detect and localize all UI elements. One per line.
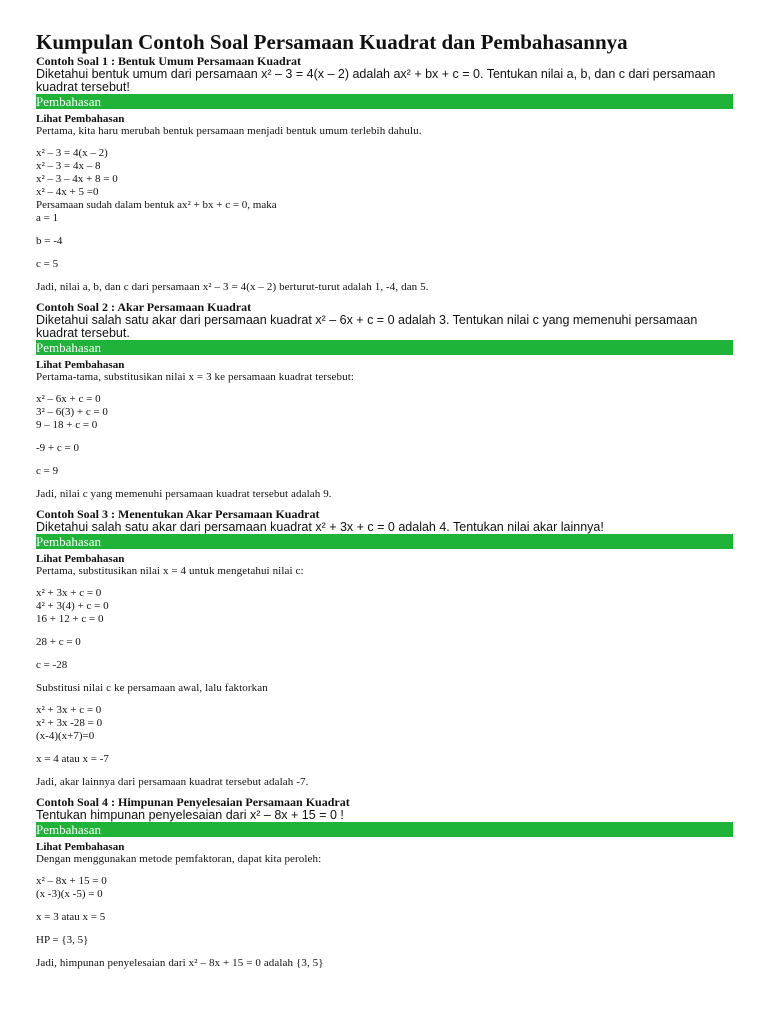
solution-steps <box>36 587 733 626</box>
step-line: 4² + 3(4) + c = 0 <box>36 600 109 612</box>
conclusion: Jadi, himpunan penyelesaian dari x² – 8x + 15 = 0 adalah {3, 5} <box>36 957 324 969</box>
step-line: Persamaan sudah dalam bentuk ax² + bx + c = 0, maka <box>36 199 277 211</box>
example-heading: Contoh Soal 3 : Menentukan Akar Persamaan Kuadrat <box>36 507 320 521</box>
step-line: x² – 3 – 4x + 8 = 0 <box>36 173 118 185</box>
solution-intro: Pertama, substitusikan nilai x = 4 untuk mengetahui nilai c: <box>36 565 304 577</box>
step-line: x = 3 atau x = 5 <box>36 911 106 923</box>
lihat-pembahasan-link[interactable]: Lihat Pembahasan <box>36 359 125 371</box>
example-heading: Contoh Soal 4 : Himpunan Penyelesaian Persamaan Kuadrat <box>36 795 350 809</box>
step-line: 28 + c = 0 <box>36 636 81 648</box>
page-title: Kumpulan Contoh Soal Persamaan Kuadrat dan Pembahasannya <box>36 30 628 54</box>
problem-statement: Diketahui salah satu akar dari persamaan kuadrat x² – 6x + c = 0 adalah 3. Tentukan nilai c yang memenuhi persamaan kuadrat tersebut. <box>36 313 698 340</box>
step-line: x = 4 atau x = -7 <box>36 753 109 765</box>
pembahasan-bar: Pembahasan <box>36 94 733 109</box>
step-line: x² – 3 = 4(x – 2) <box>36 147 108 159</box>
solution-intro: Dengan menggunakan metode pemfaktoran, dapat kita peroleh: <box>36 853 322 865</box>
step-line: 9 – 18 + c = 0 <box>36 419 98 431</box>
step-line: c = 5 <box>36 258 59 270</box>
problem-statement: Diketahui salah satu akar dari persamaan kuadrat x² + 3x + c = 0 adalah 4. Tentukan nilai akar lainnya! <box>36 520 604 534</box>
step-line: x² – 8x + 15 = 0 <box>36 875 107 887</box>
example-3 <box>36 508 733 788</box>
conclusion: Jadi, nilai c yang memenuhi persamaan kuadrat tersebut adalah 9. <box>36 488 332 500</box>
step-line: 16 + 12 + c = 0 <box>36 613 104 625</box>
step-line: x² – 6x + c = 0 <box>36 393 101 405</box>
step-line: x² – 4x + 5 =0 <box>36 186 99 198</box>
example-heading: Contoh Soal 1 : Bentuk Umum Persamaan Kuadrat <box>36 54 302 68</box>
step-line: x² + 3x + c = 0 <box>36 587 102 599</box>
lihat-pembahasan-link[interactable]: Lihat Pembahasan <box>36 113 125 125</box>
solution-intro: Pertama-tama, substitusikan nilai x = 3 ke persamaan kuadrat tersebut: <box>36 371 355 383</box>
example-4 <box>36 796 733 969</box>
step-line: -9 + c = 0 <box>36 442 79 454</box>
step-line: HP = {3, 5} <box>36 934 89 946</box>
problem-statement: Diketahui bentuk umum dari persamaan x² – 3 = 4(x – 2) adalah ax² + bx + c = 0. Tentukan nilai a, b, dan c dari persamaan kuadrat tersebut! <box>36 67 716 94</box>
example-heading: Contoh Soal 2 : Akar Persamaan Kuadrat <box>36 300 252 314</box>
solution-intro: Pertama, kita haru merubah bentuk persamaan menjadi bentuk umum terlebih dahulu. <box>36 125 422 137</box>
problem-statement: Tentukan himpunan penyelesaian dari x² – 8x + 15 = 0 ! <box>36 808 344 822</box>
step-line: x² + 3x + c = 0 <box>36 704 102 716</box>
lihat-pembahasan-link[interactable]: Lihat Pembahasan <box>36 553 125 565</box>
step-line: x² + 3x -28 = 0 <box>36 717 103 729</box>
solution-steps <box>36 875 733 901</box>
step-line: b = -4 <box>36 235 63 247</box>
solution-steps-2 <box>36 704 733 743</box>
solution-steps <box>36 393 733 432</box>
step-line: c = -28 <box>36 659 68 671</box>
step-line: (x-4)(x+7)=0 <box>36 730 95 742</box>
solution-intro-2: Substitusi nilai c ke persamaan awal, lalu faktorkan <box>36 682 268 694</box>
example-1 <box>36 55 733 293</box>
solution-steps <box>36 147 733 225</box>
example-2 <box>36 301 733 500</box>
document <box>36 31 733 969</box>
pembahasan-bar: Pembahasan <box>36 822 733 837</box>
pembahasan-bar: Pembahasan <box>36 534 733 549</box>
lihat-pembahasan-link[interactable]: Lihat Pembahasan <box>36 841 125 853</box>
step-line: (x -3)(x -5) = 0 <box>36 888 103 900</box>
step-line: c = 9 <box>36 465 59 477</box>
pembahasan-bar: Pembahasan <box>36 340 733 355</box>
conclusion: Jadi, akar lainnya dari persamaan kuadrat tersebut adalah -7. <box>36 776 309 788</box>
step-line: 3² – 6(3) + c = 0 <box>36 406 108 418</box>
conclusion: Jadi, nilai a, b, dan c dari persamaan x² – 3 = 4(x – 2) berturut-turut adalah 1, -4, dan 5. <box>36 281 429 293</box>
step-line: x² – 3 = 4x – 8 <box>36 160 101 172</box>
step-line: a = 1 <box>36 212 59 224</box>
